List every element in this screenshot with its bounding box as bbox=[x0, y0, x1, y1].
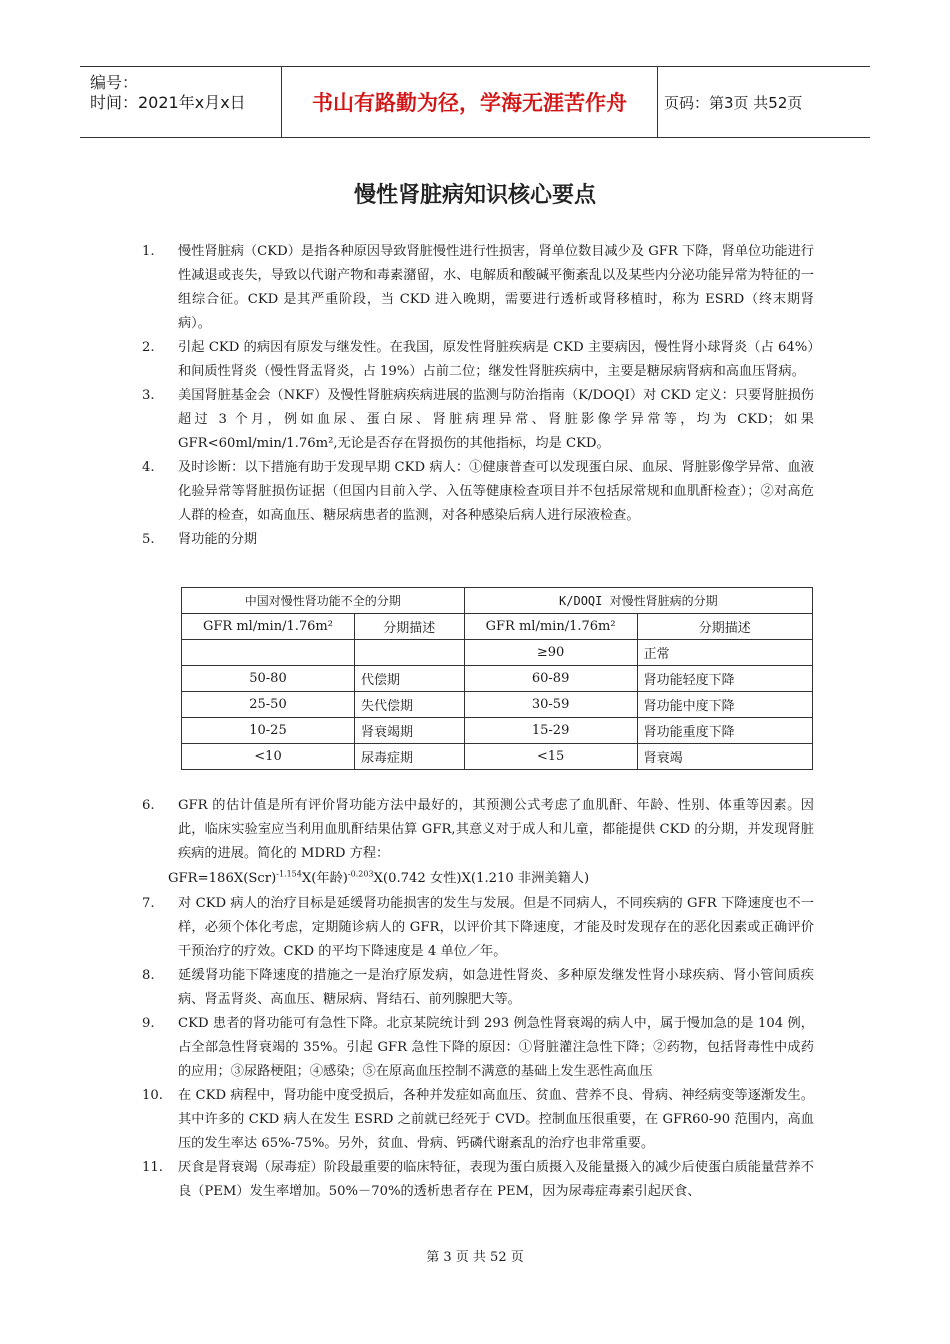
table-header-cell: GFR ml/min/1.76m² bbox=[182, 614, 355, 640]
document-title: 慢性肾脏病知识核心要点 bbox=[353, 183, 596, 208]
table-header-cell: 分期描述 bbox=[355, 614, 465, 640]
list-item: 10. 在 CKD 病程中，肾功能中度受损后，各种并发症如高血压、贫血、营养不良、骨病、神经病变等逐渐发生。其中许多的 CKD 病人在发生 ESRD 之前就已经死于 CVD。控制血压很重要，在 GFR60-90 范围内，高血压的发生率达 65%-75%。另外，贫血、骨病、钙磷代谢紊乱的治疗也非常重要。 bbox=[142, 1088, 814, 1151]
time-label: 时间：2021年x月x日 bbox=[90, 93, 246, 112]
gfr-staging-table bbox=[181, 587, 813, 770]
motto: 书山有路勤为径，学海无涯苦作舟 bbox=[282, 67, 658, 137]
list-item: 6. GFR 的估计值是所有评价肾功能方法中最好的，其预测公式考虑了血肌酐、年龄、性别、体重等因素。因此，临床实验室应当利用血肌酐结果估算 GFR,其意义对于成人和儿童，都能提供 CKD 的分期，并发现肾脏疾病的进展。简化的 MDRD 方程： bbox=[142, 798, 814, 861]
content-part-1 bbox=[142, 240, 814, 552]
list-item: 9. CKD 患者的肾功能可有急性下降。北京某院统计到 293 例急性肾衰竭的病人中，属于慢加急的是 104 例，占全部急性肾衰竭的 35%。引起 GFR 急性下降的原因：①肾脏灌注急性下降；②药物，包括肾毒性中成药的应用；③尿路梗阻；④感染；⑤在原高血压控制不满意的基础上发生恶性高血压 bbox=[142, 1016, 814, 1079]
table-row: ≥90 正常 bbox=[182, 640, 813, 666]
table-row: 25-50 失代偿期 30-59 肾功能中度下降 bbox=[182, 692, 813, 718]
page-footer: 第 3 页 共 52 页 bbox=[426, 1250, 524, 1265]
list-item: 4. 及时诊断：以下措施有助于发现早期 CKD 病人：①健康普查可以发现蛋白尿、血尿、肾脏影像学异常、血液化验异常等肾脏损伤证据（但国内目前入学、入伍等健康检查项目并不包括尿常规和血肌酐检查）；②对高危人群的检查，如高血压、糖尿病患者的监测，对各种感染后病人进行尿液检查。 bbox=[142, 460, 814, 523]
list-item: 3. 美国肾脏基金会（NKF）及慢性肾脏病疾病进展的监测与防治指南（K/DOQI）对 CKD 定义：只要肾脏损伤超过 3 个月，例如血尿、蛋白尿、肾脏病理异常、肾脏影像学异常等，均为 CKD；如果 GFR<60ml/min/1.76m²,无论是否存在肾损伤的其他指标，均是 CKD。 bbox=[142, 388, 814, 451]
table-left-title: 中国对慢性肾功能不全的分期 bbox=[182, 588, 465, 614]
table-right-title: K/DOQI 对慢性肾脏病的分期 bbox=[464, 588, 812, 614]
table-header-cell: GFR ml/min/1.76m² bbox=[464, 614, 637, 640]
table-row: <10 尿毒症期 <15 肾衰竭 bbox=[182, 744, 813, 770]
table-row bbox=[182, 588, 813, 614]
table-header-cell: 分期描述 bbox=[637, 614, 812, 640]
table-row: 50-80 代偿期 60-89 肾功能轻度下降 bbox=[182, 666, 813, 692]
content-part-2 bbox=[142, 794, 814, 1204]
list-item: 1. 慢性肾脏病（CKD）是指各种原因导致肾脏慢性进行性损害，肾单位数目减少及 GFR 下降，肾单位功能进行性减退或丧失，导致以代谢产物和毒素潴留，水、电解质和酸碱平衡紊乱以及某些内分泌功能异常为特征的一组综合征。CKD 是其严重阶段，当 CKD 进入晚期，需要进行透析或肾移植时，称为 ESRD（终末期肾病）。 bbox=[142, 244, 814, 331]
list-item: 8. 延缓肾功能下降速度的措施之一是治疗原发病，如急进性肾炎、多种原发继发性肾小球疾病、肾小管间质疾病、肾盂肾炎、高血压、糖尿病、肾结石、前列腺肥大等。 bbox=[142, 968, 814, 1007]
header-left-cell bbox=[80, 67, 282, 137]
mdrd-formula: GFR=186X(Scr)$^{-1.154}$X(年龄)$^{-0.203}$X(0.742 女性)X(1.210 非洲美籍人) bbox=[168, 869, 590, 886]
code-label: 编号： bbox=[90, 73, 139, 92]
list-item: 5. 肾功能的分期 bbox=[142, 532, 258, 547]
list-item: 11. 厌食是肾衰竭（尿毒症）阶段最重要的临床特征，表现为蛋白质摄入及能量摄入的减少后使蛋白质能量营养不良（PEM）发生率增加。50%－70%的透析患者存在 PEM，因为尿毒症毒素引起厌食、 bbox=[142, 1160, 814, 1199]
table-row bbox=[182, 614, 813, 640]
list-item: 7. 对 CKD 病人的治疗目标是延缓肾功能损害的发生与发展。但是不同病人，不同疾病的 GFR 下降速度也不一样，必须个体化考虑，定期随诊病人的 GFR，以评价其下降速度，才能及时发现存在的恶化因素或正确评价干预治疗的疗效。CKD 的平均下降速度是 4 单位／年。 bbox=[142, 896, 814, 959]
page-header bbox=[80, 66, 870, 138]
list-item: 2. 引起 CKD 的病因有原发与继发性。在我国，原发性肾脏疾病是 CKD 主要病因，慢性肾小球肾炎（占 64%）和间质性肾炎（慢性肾盂肾炎，占 19%）占前二位；继发性肾脏疾病中，主要是糖尿病肾病和高血压肾病。 bbox=[142, 340, 814, 379]
page-info: 页码：第3页 共52页 bbox=[664, 93, 803, 112]
table-row: 10-25 肾衰竭期 15-29 肾功能重度下降 bbox=[182, 718, 813, 744]
